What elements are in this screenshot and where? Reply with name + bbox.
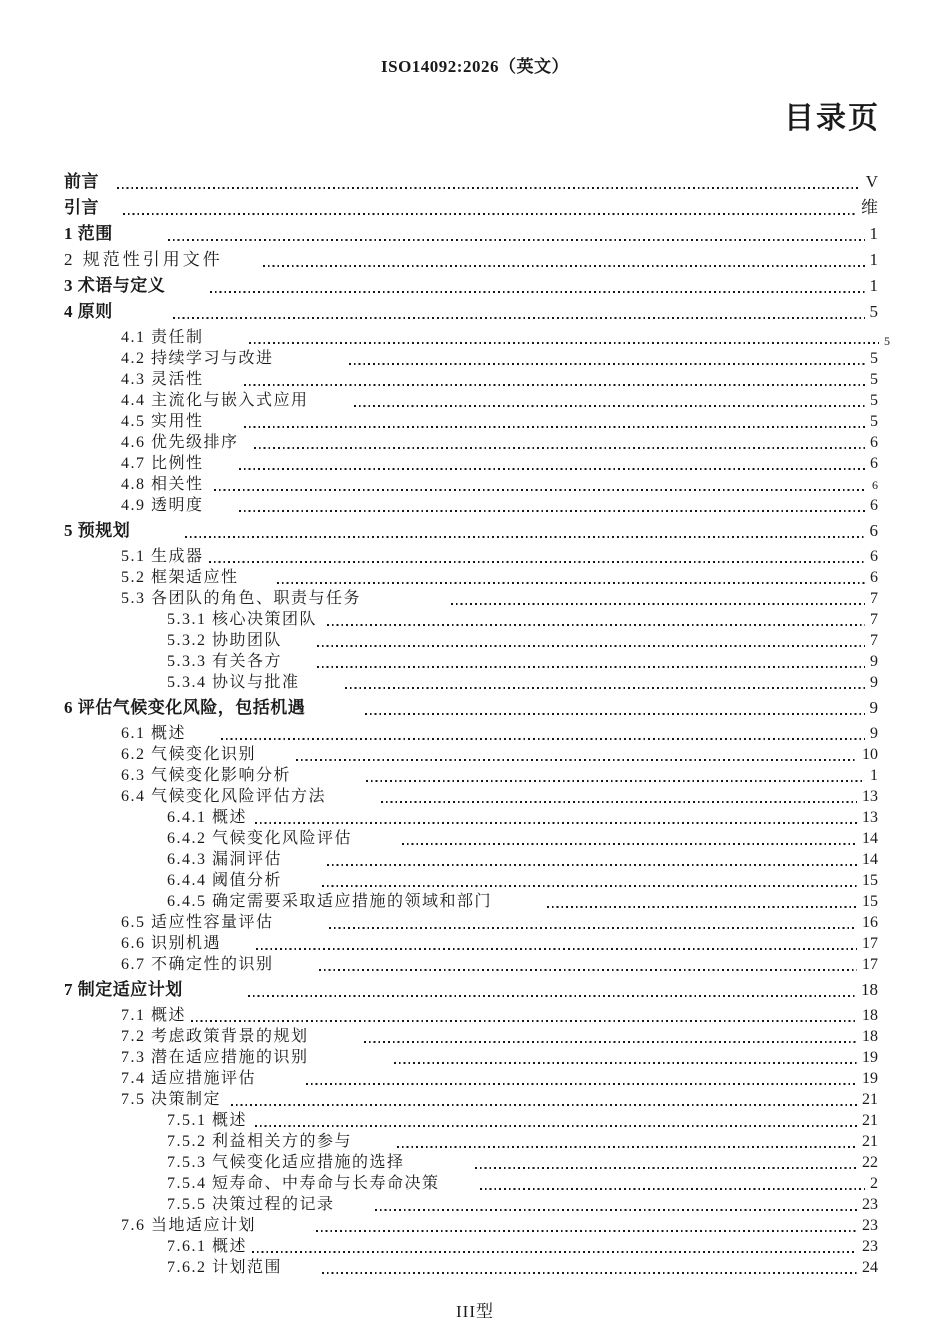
toc-entry-label: 6.4 气候变化风险评估方法	[121, 788, 327, 805]
toc-entry	[64, 954, 878, 975]
dot-leader	[316, 1230, 857, 1232]
toc-entry	[64, 411, 878, 432]
toc-entry	[64, 870, 878, 891]
toc-entry	[64, 390, 878, 411]
toc-entry	[64, 327, 890, 348]
dot-leader	[239, 510, 865, 512]
dot-leader	[375, 1209, 857, 1211]
dot-leader	[248, 995, 856, 997]
toc-entry	[64, 453, 878, 474]
toc-entry	[64, 369, 878, 390]
toc-page-number: 13	[862, 809, 878, 826]
toc-page-number: 9	[870, 653, 878, 670]
page-number-footer: III型	[456, 1302, 494, 1321]
dot-leader	[185, 536, 864, 538]
dot-leader	[365, 713, 864, 715]
toc-page-number: 5	[870, 392, 878, 409]
toc-entry	[64, 520, 878, 542]
toc-page-number: 1	[869, 224, 878, 243]
dot-leader	[117, 187, 861, 189]
dot-leader	[256, 948, 857, 950]
toc-entry-label: 4.8 相关性	[121, 476, 204, 493]
dot-leader	[381, 801, 857, 803]
toc-page-number: 14	[862, 830, 878, 847]
toc-entry-label: 5.3.3 有关各方	[167, 653, 283, 670]
dot-leader	[191, 1020, 857, 1022]
toc-entry	[64, 807, 878, 828]
toc-entry-label: 7.1 概述	[121, 1007, 187, 1024]
dot-leader	[231, 1104, 857, 1106]
toc-page-number: 9	[870, 725, 878, 742]
toc-entry	[64, 979, 878, 1001]
toc-page-number: 19	[862, 1049, 878, 1066]
toc-entry	[64, 765, 878, 786]
toc-page-number: 22	[862, 1154, 878, 1171]
dot-leader	[221, 738, 865, 740]
dot-leader	[402, 843, 857, 845]
toc-entry-label: 5 预规划	[64, 521, 131, 540]
dot-leader	[214, 489, 867, 491]
toc-page-number: 7	[870, 632, 878, 649]
toc-page-number: 17	[862, 956, 878, 973]
toc-entry-label: 7.5.5 决策过程的记录	[167, 1196, 335, 1213]
toc-page-number: 9	[870, 674, 878, 691]
toc-entry-label: 4.6 优先级排序	[121, 434, 239, 451]
toc-entry-label: 7.6.1 概述	[167, 1238, 248, 1255]
toc-page-number: 1	[870, 767, 878, 784]
toc-entry	[64, 1173, 878, 1194]
toc-entry	[64, 301, 878, 323]
dot-leader	[322, 885, 857, 887]
toc-entry	[64, 223, 878, 245]
toc-page-number: 21	[862, 1112, 878, 1129]
dot-leader	[319, 969, 857, 971]
toc-page-number: 5	[870, 413, 878, 430]
toc-entry-label: 5.3.4 协议与批准	[167, 674, 300, 691]
toc-entry-label: 前言	[64, 172, 99, 191]
toc-entry	[64, 723, 878, 744]
toc-page-number: 6	[870, 434, 878, 451]
dot-leader	[255, 1125, 857, 1127]
toc-entry-label: 4 原则	[64, 302, 113, 321]
dot-leader	[254, 447, 865, 449]
toc-entry-label: 6.5 适应性容量评估	[121, 914, 274, 931]
dot-leader	[263, 265, 865, 267]
toc-entry-label: 6.4.4 阈值分析	[167, 872, 283, 889]
toc-entry	[64, 849, 878, 870]
dot-leader	[480, 1188, 865, 1190]
toc-entry	[64, 1005, 878, 1026]
toc-entry-label: 5.1 生成器	[121, 548, 204, 565]
toc-entry	[64, 1236, 878, 1257]
dot-leader	[244, 384, 865, 386]
dot-leader	[244, 426, 865, 428]
toc-page-number: 18	[862, 1028, 878, 1045]
toc-entry	[64, 697, 878, 719]
toc-entry	[64, 432, 878, 453]
toc-entry	[64, 630, 878, 651]
toc-entry-label: 6.2 气候变化识别	[121, 746, 257, 763]
toc-entry	[64, 275, 878, 297]
toc-entry-label: 5.3 各团队的角色、职责与任务	[121, 590, 362, 607]
dot-leader	[329, 927, 857, 929]
toc-entry-label: 7.2 考虑政策背景的规划	[121, 1028, 309, 1045]
dot-leader	[209, 561, 865, 563]
dot-leader	[327, 864, 857, 866]
toc-entry	[64, 609, 878, 630]
toc-entry-label: 6.4.3 漏洞评估	[167, 851, 283, 868]
toc-page-number: 18	[861, 980, 878, 999]
toc-page-number: 18	[862, 1007, 878, 1024]
toc-page-number: 1	[869, 276, 878, 295]
toc-entry	[64, 1089, 878, 1110]
toc-entry	[64, 348, 878, 369]
toc-entry-label: 7.6 当地适应计划	[121, 1217, 257, 1234]
dot-leader	[366, 780, 865, 782]
toc-entry-label: 4.5 实用性	[121, 413, 204, 430]
toc-entry	[64, 588, 878, 609]
toc-page-number: 13	[862, 788, 878, 805]
document-header: ISO14092:2026（英文）	[381, 57, 569, 76]
toc-page-number: 9	[869, 698, 878, 717]
toc-page-number: 24	[862, 1259, 878, 1276]
toc-entry	[64, 933, 878, 954]
table-of-contents	[64, 171, 890, 1278]
toc-page-number: 5	[869, 302, 878, 321]
toc-page-number: 23	[862, 1196, 878, 1213]
toc-page-number: 19	[862, 1070, 878, 1087]
toc-entry	[64, 1257, 878, 1278]
toc-page-number: 6	[869, 521, 878, 540]
toc-entry-label: 4.1 责任制	[121, 329, 204, 346]
toc-entry-label: 4.4 主流化与嵌入式应用	[121, 392, 309, 409]
toc-entry-label: 7.5.3 气候变化适应措施的选择	[167, 1154, 405, 1171]
toc-page-number: 17	[862, 935, 878, 952]
toc-entry-label: 6.4.1 概述	[167, 809, 248, 826]
toc-entry-label: 6.7 不确定性的识别	[121, 956, 274, 973]
toc-entry-label: 7.5 决策制定	[121, 1091, 222, 1108]
toc-page-number: V	[865, 172, 878, 191]
toc-entry	[64, 1194, 878, 1215]
toc-page-number: 5	[884, 334, 890, 348]
dot-leader	[327, 624, 865, 626]
toc-entry	[64, 786, 878, 807]
toc-page-number: 6	[870, 569, 878, 586]
dot-leader	[397, 1146, 857, 1148]
toc-entry-label: 6.4.5 确定需要采取适应措施的领域和部门	[167, 893, 493, 910]
toc-entry	[64, 171, 878, 193]
toc-entry	[64, 474, 878, 495]
dot-leader	[173, 317, 865, 319]
dot-leader	[394, 1062, 857, 1064]
toc-entry	[64, 495, 878, 516]
toc-page-number: 21	[862, 1133, 878, 1150]
dot-leader	[123, 213, 856, 215]
toc-entry-label: 7.3 潜在适应措施的识别	[121, 1049, 309, 1066]
dot-leader	[252, 1251, 857, 1253]
toc-entry-label: 6 评估气候变化风险，包括机遇	[64, 698, 306, 717]
toc-entry-label: 6.4.2 气候变化风险评估	[167, 830, 353, 847]
toc-entry-label: 6.6 识别机遇	[121, 935, 222, 952]
dot-leader	[317, 645, 865, 647]
dot-leader	[255, 822, 857, 824]
toc-entry-label: 4.7 比例性	[121, 455, 204, 472]
toc-entry-label: 5.3.2 协助团队	[167, 632, 283, 649]
toc-entry	[64, 651, 878, 672]
dot-leader	[322, 1272, 857, 1274]
toc-entry-label: 7.5.1 概述	[167, 1112, 248, 1129]
toc-page-number: 15	[862, 893, 878, 910]
dot-leader	[451, 603, 865, 605]
toc-entry-label: 4.3 灵活性	[121, 371, 204, 388]
toc-page-number: 23	[862, 1217, 878, 1234]
toc-entry	[64, 1152, 878, 1173]
toc-page-number: 2	[870, 1175, 878, 1192]
toc-entry	[64, 197, 878, 219]
toc-entry-label: 4.2 持续学习与改进	[121, 350, 274, 367]
toc-entry-label: 6.1 概述	[121, 725, 187, 742]
toc-entry-label: 引言	[64, 198, 99, 217]
dot-leader	[277, 582, 865, 584]
toc-entry	[64, 567, 878, 588]
dot-leader	[306, 1083, 857, 1085]
dot-leader	[349, 363, 865, 365]
toc-entry	[64, 546, 878, 567]
toc-entry	[64, 744, 878, 765]
page-title: 目录页	[784, 102, 880, 135]
toc-entry-label: 5.2 框架适应性	[121, 569, 239, 586]
toc-entry-label: 1 范围	[64, 224, 113, 243]
toc-page-number: 5	[870, 371, 878, 388]
toc-entry-label: 7.6.2 计划范围	[167, 1259, 283, 1276]
toc-entry-label: 7.4 适应措施评估	[121, 1070, 257, 1087]
toc-entry	[64, 912, 878, 933]
toc-page-number: 6	[872, 478, 878, 492]
toc-entry	[64, 828, 878, 849]
dot-leader	[364, 1041, 857, 1043]
dot-leader	[239, 468, 865, 470]
toc-page-number: 5	[870, 350, 878, 367]
dot-leader	[210, 291, 864, 293]
toc-page-number: 7	[870, 611, 878, 628]
toc-page-number: 14	[862, 851, 878, 868]
toc-page-number: 16	[862, 914, 878, 931]
dot-leader	[354, 405, 865, 407]
toc-page-number: 21	[862, 1091, 878, 1108]
dot-leader	[317, 666, 865, 668]
toc-entry	[64, 1110, 878, 1131]
dot-leader	[168, 239, 865, 241]
toc-entry	[64, 891, 878, 912]
toc-entry-label: 4.9 透明度	[121, 497, 204, 514]
toc-entry	[64, 1026, 878, 1047]
toc-page-number: 7	[870, 590, 878, 607]
toc-entry-label: 7.5.2 利益相关方的参与	[167, 1133, 353, 1150]
toc-entry	[64, 1068, 878, 1089]
toc-entry-label: 7.5.4 短寿命、中寿命与长寿命决策	[167, 1175, 440, 1192]
dot-leader	[296, 759, 857, 761]
toc-entry-label: 5.3.1 核心决策团队	[167, 611, 318, 628]
toc-entry	[64, 1047, 878, 1068]
toc-page-number: 23	[862, 1238, 878, 1255]
toc-entry-label: 3 术语与定义	[64, 276, 166, 295]
toc-page-number: 1	[869, 250, 878, 269]
dot-leader	[249, 342, 879, 344]
toc-page-number: 6	[870, 548, 878, 565]
toc-entry	[64, 249, 878, 271]
toc-entry-label: 2 规范性引用文件	[64, 250, 223, 269]
toc-page-number: 15	[862, 872, 878, 889]
dot-leader	[475, 1167, 857, 1169]
toc-entry	[64, 1131, 878, 1152]
toc-entry	[64, 672, 878, 693]
toc-page-number: 10	[862, 746, 878, 763]
toc-entry-label: 6.3 气候变化影响分析	[121, 767, 292, 784]
toc-page-number: 6	[870, 455, 878, 472]
toc-page-number: 维	[861, 198, 878, 217]
dot-leader	[547, 906, 857, 908]
toc-entry	[64, 1215, 878, 1236]
toc-page-number: 6	[870, 497, 878, 514]
dot-leader	[345, 687, 865, 689]
toc-entry-label: 7 制定适应计划	[64, 980, 183, 999]
